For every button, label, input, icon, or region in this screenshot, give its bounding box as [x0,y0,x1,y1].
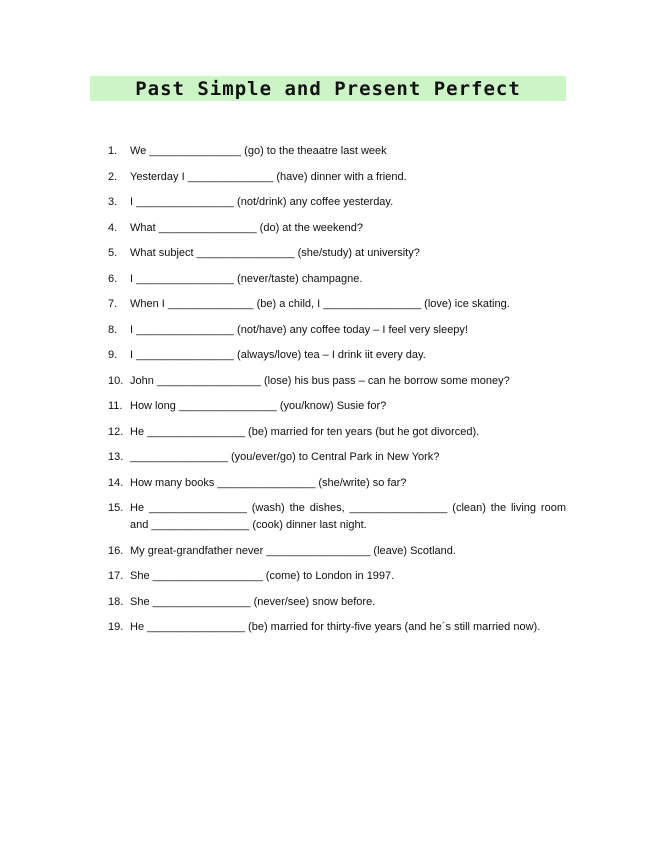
list-item [108,296,566,313]
item-text: I ________________ (not/drink) any coffee yesterday. [130,196,394,208]
list-item [108,500,566,534]
list-item [108,398,566,415]
item-number: 9. [108,349,118,361]
exercise-list [108,143,566,645]
item-text: What subject ________________ (she/study) at university? [130,247,420,259]
list-item [108,143,566,160]
list-item [108,169,566,186]
list-item [108,543,566,560]
item-text: ________________ (you/ever/go) to Central Park in New York? [130,451,440,463]
item-number: 18. [108,595,124,608]
item-number: 5. [108,247,118,259]
item-number: 4. [108,221,118,234]
list-item [108,220,566,237]
item-text: She ________________ (never/see) snow before. [130,595,376,608]
item-text: He ________________ (be) married for thirty-five years (and he´s still married now). [130,621,541,633]
item-text: When I ______________ (be) a child, I ________________ (love) ice skating. [130,298,510,310]
item-text: I ________________ (not/have) any coffee today – I feel very sleepy! [130,323,468,336]
list-item [108,271,566,288]
item-number: 2. [108,170,118,183]
list-item [108,347,566,364]
item-number: 14. [108,476,124,489]
list-item [108,449,566,466]
list-item [108,245,566,262]
list-item [108,594,566,611]
item-text: I ________________ (always/love) tea – I drink iit every day. [130,349,426,361]
item-number: 8. [108,323,118,336]
item-text: How many books ________________ (she/write) so far? [130,476,407,489]
item-text: He ________________ (wash) the dishes, ________________ (clean) the living room and ________________ (cook) dinner last night. [130,502,566,531]
list-item [108,194,566,211]
list-item [108,568,566,585]
item-number: 13. [108,451,124,463]
item-number: 3. [108,196,118,208]
list-item [108,373,566,390]
item-text: My great-grandfather never _________________ (leave) Scotland. [130,544,456,557]
item-number: 6. [108,272,118,285]
title-banner [90,76,566,101]
item-text: Yesterday I ______________ (have) dinner with a friend. [130,170,407,183]
item-text: I ________________ (never/taste) champagne. [130,272,363,285]
item-number: 7. [108,298,118,310]
item-text: She __________________ (come) to London in 1997. [130,570,395,582]
item-number: 12. [108,425,124,438]
page-title: Past Simple and Present Perfect [135,77,521,100]
item-number: 19. [108,621,124,633]
list-item [108,322,566,339]
item-text: What ________________ (do) at the weekend? [130,221,364,234]
list-item [108,619,566,636]
item-number: 10. [108,374,124,387]
item-text: How long ________________ (you/know) Susie for? [130,400,387,412]
list-item [108,475,566,492]
item-number: 1. [108,145,118,157]
item-number: 11. [108,400,123,412]
item-number: 17. [108,570,124,582]
item-number: 16. [108,544,124,557]
item-text: John _________________ (lose) his bus pass – can he borrow some money? [130,374,510,387]
item-number: 15. [108,502,124,514]
item-text: We _______________ (go) to the theaatre last week [130,145,387,157]
list-item [108,424,566,441]
item-text: He ________________ (be) married for ten years (but he got divorced). [130,425,480,438]
